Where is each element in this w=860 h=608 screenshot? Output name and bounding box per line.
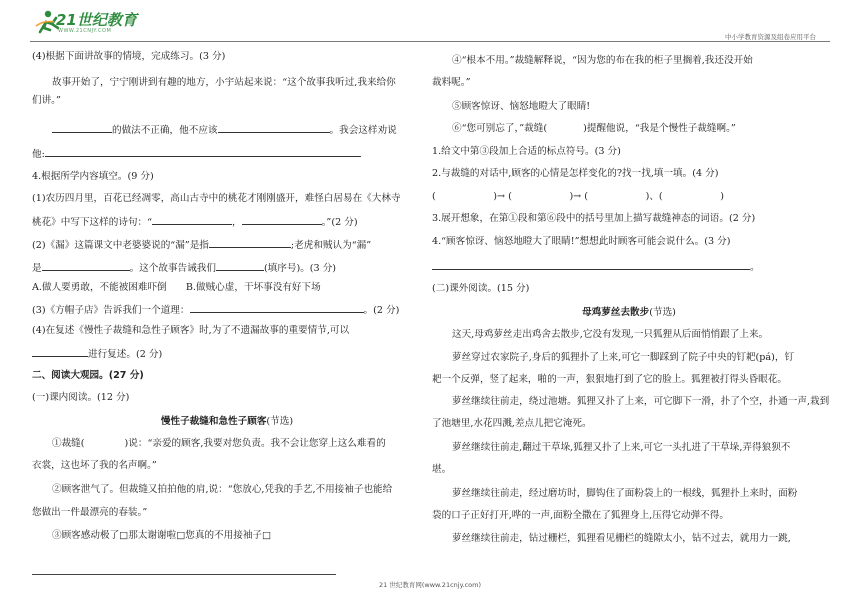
answer-blank[interactable] [216, 260, 264, 271]
page-header [0, 0, 860, 44]
story-line-1: 故事开始了，宁宁刚讲到有趣的地方，小宇站起来说：“这个故事我听过,我来给你 [52, 77, 396, 88]
passage-2-para-5-line-1: 萝丝继续往前走，经过磨坊时，脚钩住了面粉袋上的一根线，狐狸扑上来时，面粉 [452, 488, 798, 499]
answer-blank[interactable] [42, 260, 130, 271]
answer-blank[interactable] [190, 302, 364, 313]
page-footer: 21 世纪教育网(www.21cnjy.com) [379, 581, 481, 589]
reading-q4: 4.“顾客惊讶、恼怒地瞪大了眼睛!”想想此时顾客可能会说什么。(3 分) [432, 236, 731, 247]
story-line-2: 们讲。” [32, 95, 61, 106]
passage-2-para-2-line-1: 萝丝穿过农家院子,身后的狐狸扑了上来,可它一脚踩到了院子中央的钉耙(pá)，钉 [452, 352, 795, 363]
dialog-4-line-1: ④“根本不用。”裁缝解释说，“因为您的布在我的柜子里搁着,我还没开始 [452, 55, 753, 66]
part-1-line-2: 桃花》中写下这样的诗句：“ ， 。”(2 分) [32, 214, 358, 229]
part-4-line-2: 进行复述。(2 分) [32, 346, 162, 361]
passage-1-title: 慢性子裁缝和急性子顾客(节选) [160, 416, 294, 427]
answer-blank[interactable] [152, 214, 232, 225]
passage-2-para-1: 这天,母鸡萝丝走出鸡舍去散步,它没有发现,一只狐狸从后面悄悄跟了上来。 [452, 329, 769, 340]
question-4: 4.根据所学内容填空。(9 分) [32, 171, 154, 182]
dialog-3: ③顾客感动极了□那太谢谢啦□您真的不用接袖子□ [52, 530, 272, 541]
logo-text: 21世纪教育 [56, 11, 137, 29]
part-4-line-1: (4)在复述《慢性子裁缝和急性子顾客》时,为了不遗漏故事的重要情节,可以 [32, 325, 350, 336]
answer-blank[interactable] [242, 214, 322, 225]
answer-blank[interactable] [45, 146, 361, 157]
logo-subtext: WWW.21CNJY.COM [58, 28, 112, 34]
dialog-1-line-1: ①裁缝( )说：“亲爱的顾客,我要对您负责。我不会让您穿上这么难看的 [52, 438, 386, 449]
passage-2-para-5-line-2: 袋的口子正好打开,哗的一声,面粉全撒在了狐狸身上,压得它动弹不得。 [432, 510, 729, 521]
dialog-1-line-2: 衣裳，这也坏了我的名声啊。” [32, 460, 157, 471]
platform-name: 中小学教育资源及组卷应用平台 [725, 33, 816, 41]
passage-2-para-4-line-1: 萝丝继续往前走,翻过干草垛,狐狸又扑了上来,可它一头扎进了干草垛,弄得狼狈不 [452, 442, 791, 453]
section-2-heading: 二、阅读大观园。(27 分) [32, 370, 144, 381]
answer-blank[interactable] [432, 259, 750, 270]
dialog-2-line-2: 您做出一件最漂亮的春装。” [32, 507, 148, 518]
dialog-2-line-1: ②顾客泄气了。但裁缝又拍拍他的肩,说：“您放心,凭我的手艺,不用接袖子也能给 [52, 484, 393, 495]
dialog-5: ⑤顾客惊讶、恼怒地瞪大了眼睛! [452, 101, 591, 112]
answer-blank[interactable] [209, 237, 291, 248]
header-divider [30, 41, 830, 42]
reading-q4-answer: 。 [432, 259, 760, 274]
passage-2-para-2-line-2: 耙一个反弹，竖了起来，啪的一声，狠狠地打到了它的脸上。狐狸被打得头昏眼花。 [432, 374, 787, 385]
part-1-line-1: (1)农历四月里，百花已经凋零，高山古寺中的桃花才刚刚盛开，难怪白居易在《大林寺 [32, 193, 401, 204]
reading-q3: 3.展开想象，在第①段和第⑥段中的括号里加上描写裁缝神态的词语。(2 分) [432, 213, 756, 224]
footer-divider [32, 574, 336, 575]
passage-2-para-3-line-2: 了池塘里,水花四溅,差点儿把它淹死。 [432, 418, 592, 429]
passage-2-para-6: 萝丝继续往前走，钻过栅栏，狐狸看见栅栏的缝隙太小，钻不过去，就用力一跳, [452, 533, 791, 544]
reading-q2-answer-line[interactable]: ( )→ ( )→ ( )、( ) [432, 191, 724, 202]
answer-blank[interactable] [52, 122, 112, 133]
dialog-6: ⑥“您可别忘了，”裁缝( )提醒他说，“我是个慢性子裁缝啊。” [452, 123, 736, 134]
part-2-line-1: (2)《漏》这篇课文中老婆婆说的“漏”是指 ;老虎和贼认为“漏” [32, 237, 371, 252]
answer-blank[interactable] [32, 346, 88, 357]
fill-line-1: 的做法不正确，他不应该 。我会这样劝说 [32, 122, 397, 137]
passage-2-para-3-line-1: 萝丝继续往前走，绕过池塘。狐狸又扑了上来，可它脚下一滑，扑了个空，扑通一声,栽到 [452, 396, 830, 407]
part-2-options: A.做人要勇敢，不能被困难吓倒 B.做贼心虚，干坏事没有好下场 [32, 282, 321, 293]
fill-line-2: 他: [32, 146, 361, 161]
passage-2-title: 母鸡萝丝去散步(节选) [582, 307, 676, 318]
passage-2-para-4-line-2: 堪。 [432, 464, 452, 475]
subsection-2-heading: (二)课外阅读。(15 分) [432, 283, 530, 294]
answer-blank[interactable] [218, 122, 330, 133]
part-3: (3)《方帽子店》告诉我们一个道理： 。(2 分) [32, 302, 399, 317]
reading-q1: 1.给文中第③段加上合适的标点符号。(3 分) [432, 146, 621, 157]
subsection-1-heading: (一)课内阅读。(12 分) [32, 392, 130, 403]
reading-q2: 2.与裁缝的对话中,顾客的心情是怎样变化的?找一找,填一填。(4 分) [432, 168, 719, 179]
part-2-line-2: 是 。这个故事告诫我们 (填序号)。(3 分) [32, 260, 336, 275]
dialog-4-line-2: 裁料呢。” [432, 77, 471, 88]
question-4-4: (4)根据下面讲故事的情境，完成练习。(3 分) [32, 51, 226, 62]
